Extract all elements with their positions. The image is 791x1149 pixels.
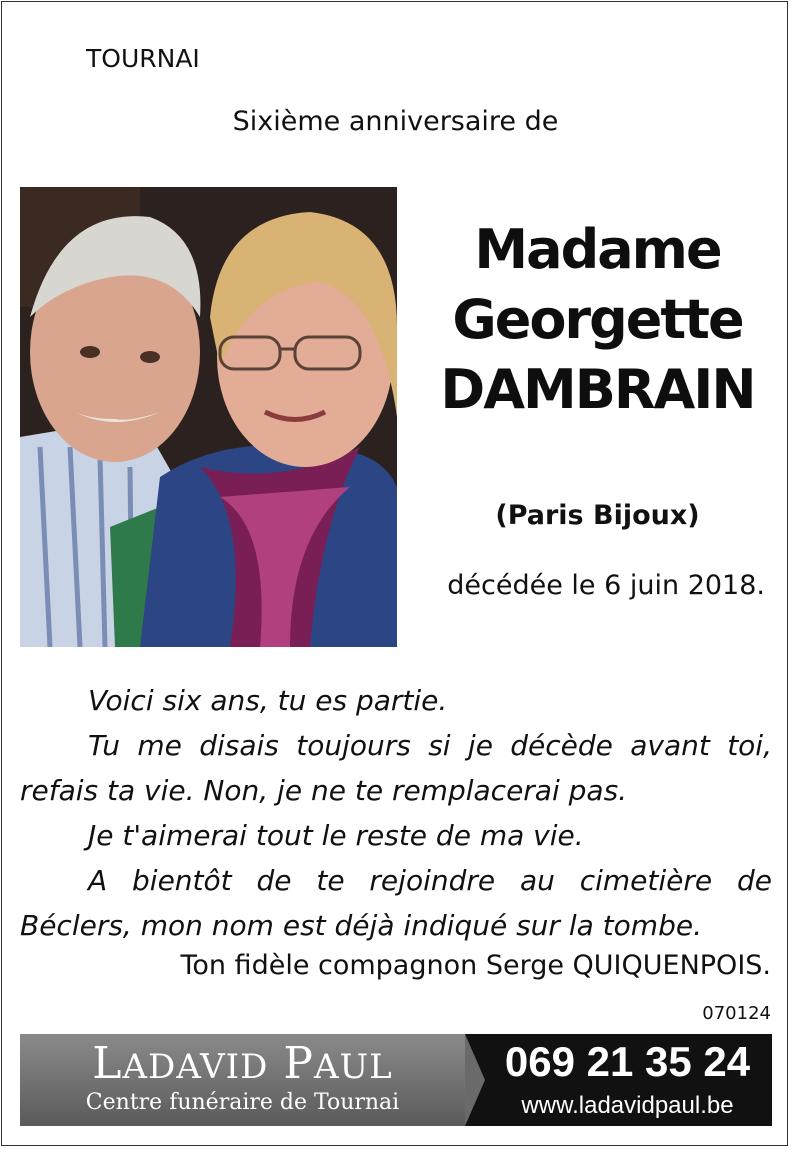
funeral-home-phone: 069 21 35 24 <box>504 1038 751 1085</box>
photo-illustration <box>20 187 397 647</box>
poem-line: A bientôt de te rejoindre au cimetière de Béclers, mon nom est déjà indiqué sur la tombe. <box>20 864 772 942</box>
poem-line: Voici six ans, tu es partie. <box>88 684 448 717</box>
reference-number: 070124 <box>702 1003 771 1024</box>
deceased-title: Madame <box>474 218 721 281</box>
funeral-home-banner <box>20 1034 772 1126</box>
couple-photo <box>20 187 397 647</box>
anniversary-label <box>0 106 791 137</box>
anniversary-text: Sixième anniversaire de <box>232 106 559 137</box>
deceased-name <box>420 215 775 425</box>
deceased-last-name: DAMBRAIN <box>440 358 755 421</box>
deceased-first-name: Georgette <box>452 288 743 351</box>
death-date: décédée le 6 juin 2018. <box>447 570 765 601</box>
poem-line: Je t'aimerai tout le reste de ma vie. <box>88 819 584 852</box>
city-label: TOURNAI <box>86 44 200 73</box>
poem <box>20 678 772 948</box>
signature: Ton fidèle compagnon Serge QUIQUENPOIS. <box>180 950 771 981</box>
banner-arrow-icon <box>465 1034 485 1126</box>
funeral-home-logo: LADAVID PAUL <box>92 1038 393 1089</box>
poem-line: Tu me disais toujours si je décède avant toi, refais ta vie. Non, je ne te remplacerai pas. <box>20 729 772 807</box>
funeral-home-website[interactable]: www.ladavidpaul.be <box>521 1092 734 1119</box>
funeral-home-tagline: Centre funéraire de Tournai <box>85 1090 400 1115</box>
deceased-nickname: (Paris Bijoux) <box>495 500 700 531</box>
